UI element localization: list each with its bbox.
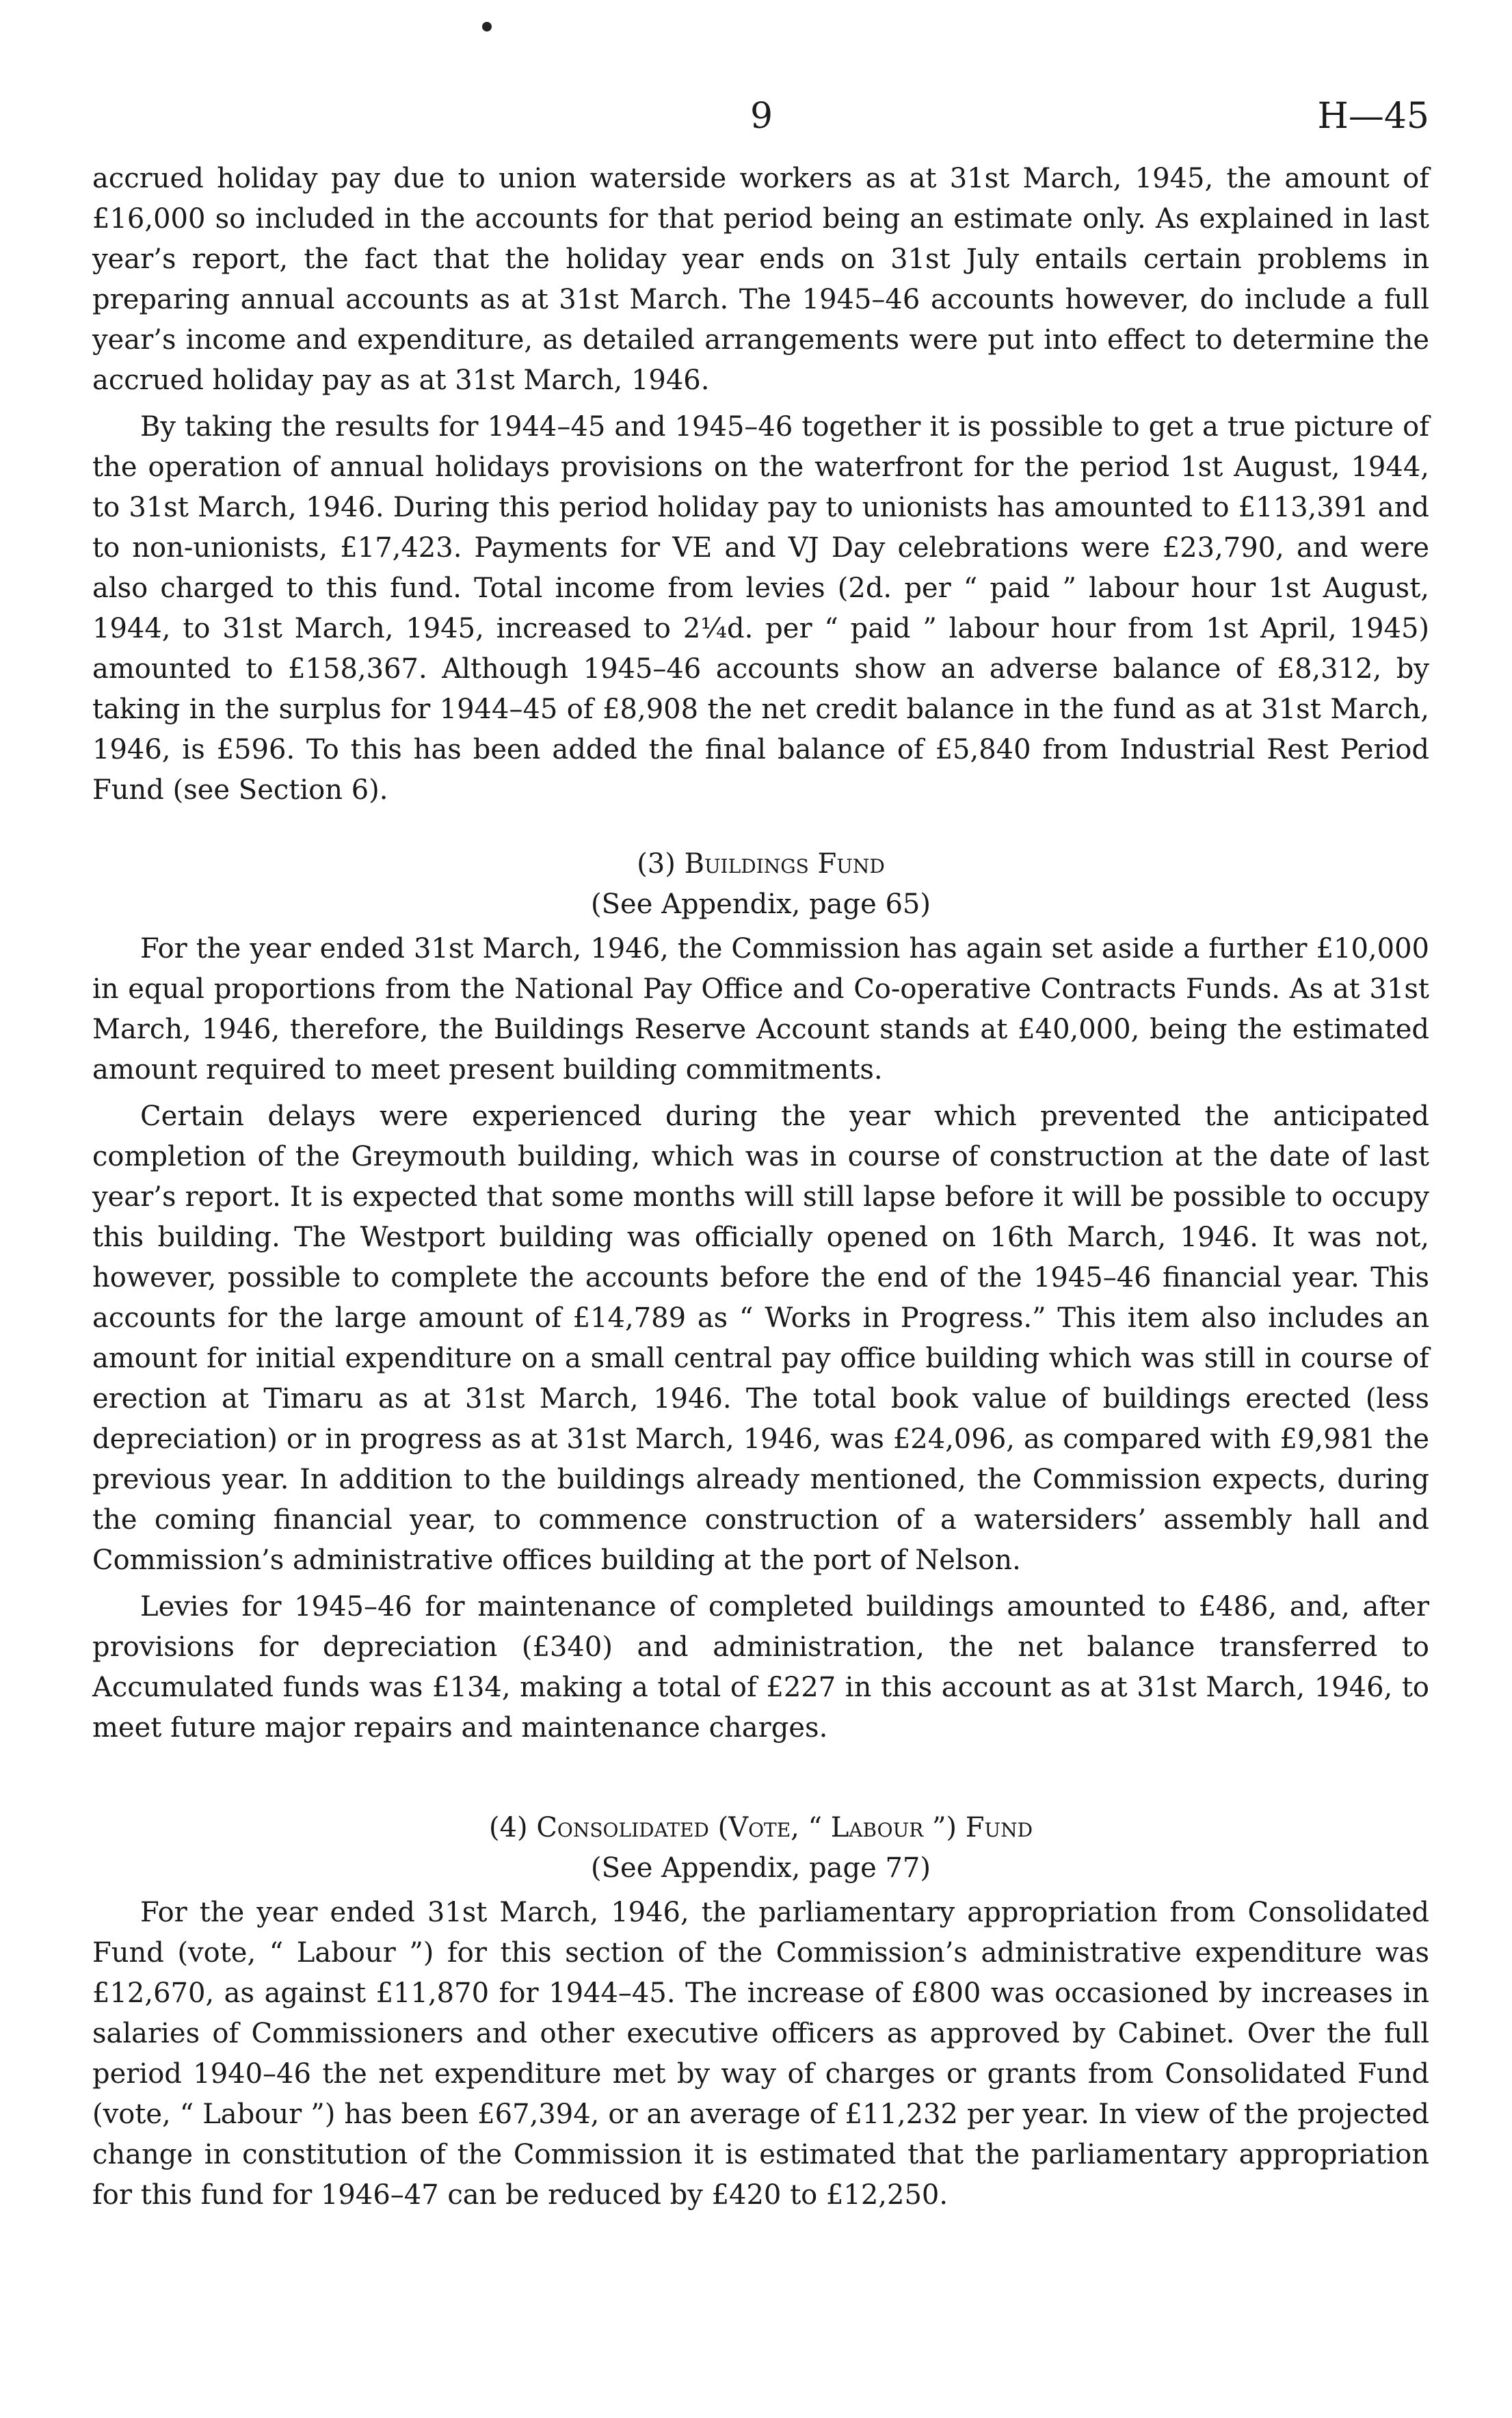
document-page xyxy=(92,0,1429,2418)
print-mark xyxy=(482,22,492,31)
paragraph-buildings-progress: Certain delays were experienced during the year which prevented the anticipated completion of the Greymouth building, which was in course of construction at the date of last year’s report. It is expected that some months will still lapse before it will be possible to occupy this building. The Westport building was officially opened on 16th March, 1946. It was not, however, possible to complete the accounts before the end of the 1945–46 financial year. This accounts for the large amount of £14,789 as “ Works in Progress.” This item also includes an amount for initial expenditure on a small central pay office building which was still in course of erection at Timaru as at 31st March, 1946. The total book value of buildings erected (less depreciation) or in progress as at 31st March, 1946, was £24,096, as compared with £9,981 the previous year. In addition to the buildings already mentioned, the Commission expects, during the coming financial year, to commence construction of a watersiders’ assembly hall and Commission’s administrative offices building at the port of Nelson. xyxy=(92,1101,1429,1576)
paragraph-holiday-results: By taking the results for 1944–45 and 1945–46 together it is possible to get a true picture of the operation of annual holidays provisions on the waterfront for the period 1st August, 1944, to 31st March, 1946. During this period holiday pay to unionists has amounted to £113,391 and to non-unionists, £17,423. Payments for VE and VJ Day celebrations were £23,790, and were also charged to this fund. Total income from levies (2d. per “ paid ” labour hour 1st August, 1944, to 31st March, 1945, increased to 2¼d. per “ paid ” labour hour from 1st April, 1945) amounted to £158,367. Although 1945–46 accounts show an adverse balance of £8,312, by taking in the surplus for 1944–45 of £8,908 the net credit balance in the fund as at 31st March, 1946, is £596. To this has been added the final balance of £5,840 from Industrial Rest Period Fund (see Section 6). xyxy=(92,411,1429,806)
section-reference-buildings-fund: (See Appendix, page 65) xyxy=(591,889,931,920)
paragraph-buildings-reserve: For the year ended 31st March, 1946, the Commission has again set aside a further £10,000 in equal proportions from the National Pay Office and Co-operative Contracts Funds. As at 31st March, 1946, therefore, the Buildings Reserve Account stands at £40,000, being the estimated amount required to meet present building commitments. xyxy=(92,933,1429,1086)
section-heading-consolidated-fund: (4) Consolidated (Vote, “ Labour ”) Fund xyxy=(488,1812,1033,1843)
paragraph-continued: accrued holiday pay due to union waterside workers as at 31st March, 1945, the amount of £16,000 so included in the accounts for that period being an estimate only. As explained in last year’s report, the fact that the holiday year ends on 31st July entails certain problems in preparing annual accounts as at 31st March. The 1945–46 accounts however, do include a full year’s income and expenditure, as detailed arrangements were put into effect to determine the accrued holiday pay as at 31st March, 1946. xyxy=(92,163,1429,396)
section-reference-consolidated-fund: (See Appendix, page 77) xyxy=(591,1852,931,1884)
page-number: 9 xyxy=(750,96,773,137)
paragraph-buildings-levies: Levies for 1945–46 for maintenance of completed buildings amounted to £486, and, after provisions for depreciation (£340) and administration, the net balance transferred to Accumulated funds was £134, making a total of £227 in this account as at 31st March, 1946, to meet future major repairs and maintenance charges. xyxy=(92,1591,1429,1744)
document-body xyxy=(92,159,1429,2222)
document-code: H—45 xyxy=(1317,96,1429,137)
paragraph-consolidated-fund: For the year ended 31st March, 1946, the parliamentary appropriation from Consolidated Fund (vote, “ Labour ”) for this section of the Commission’s administrative expenditure was £12,670, as against £11,870 for 1944–45. The increase of £800 was occasioned by increases in salaries of Commissioners and other executive officers as approved by Cabinet. Over the full period 1940–46 the net expenditure met by way of charges or grants from Consolidated Fund (vote, “ Labour ”) has been £67,394, or an average of £11,232 per year. In view of the projected change in constitution of the Commission it is estimated that the parliamentary appropriation for this fund for 1946–47 can be reduced by £420 to £12,250. xyxy=(92,1897,1429,2211)
section-heading-buildings-fund: (3) Buildings Fund xyxy=(637,848,885,880)
page-header xyxy=(92,96,1429,150)
